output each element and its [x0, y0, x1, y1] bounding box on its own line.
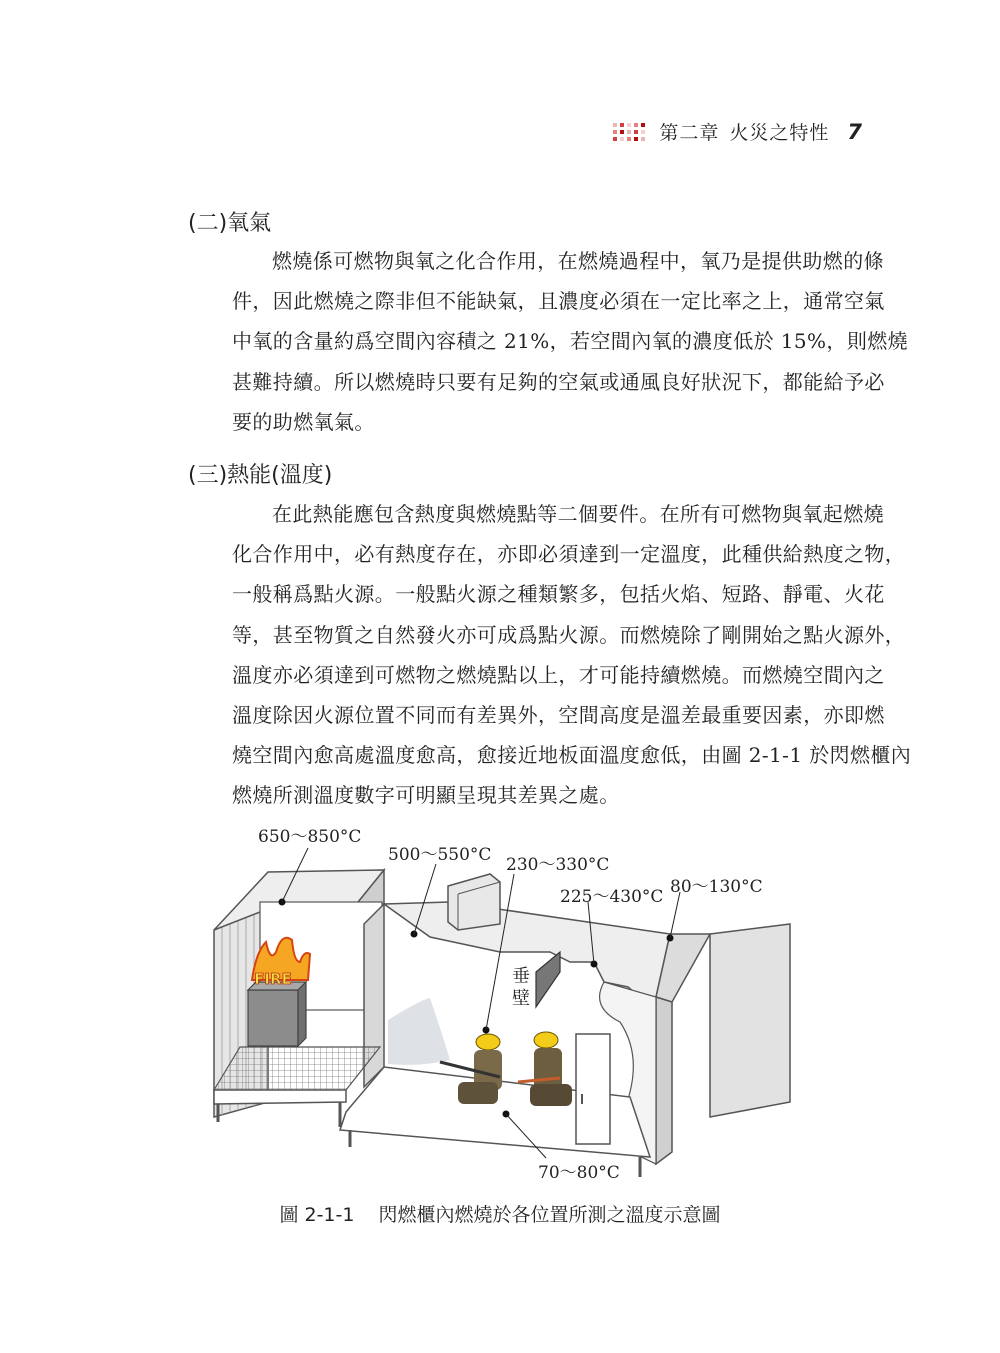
text-line: 溫度除因火源位置不同而有差異外，空間高度是溫差最重要因素，亦即燃 — [232, 703, 885, 728]
water-spray-icon — [388, 998, 450, 1065]
hanging-wall-label-1: 垂 — [512, 966, 530, 987]
temp-label-hanging-wall: 225～430°C — [560, 887, 664, 907]
dot-icon — [634, 130, 638, 134]
fire-text: FIRE — [254, 970, 292, 988]
flashover-container-figure — [200, 812, 800, 1192]
text-line: 溫度亦必須達到可燃物之燃燒點以上，才可能持續燃燒。而燃燒空間內之 — [232, 662, 885, 687]
inner-door — [576, 1034, 610, 1144]
dot-icon — [613, 123, 617, 127]
chapter-label: 第二章 — [659, 122, 720, 144]
temp-label-firefighter-head: 230～330°C — [506, 855, 610, 875]
text-line: 燃燒所測溫度數字可明顯呈現其差異之處。 — [232, 783, 620, 808]
running-header — [613, 118, 862, 145]
dot-icon — [641, 130, 645, 134]
decorative-dots-icon — [613, 123, 645, 141]
paragraph-oxygen — [232, 241, 909, 442]
temp-label-floor: 70～80°C — [538, 1163, 620, 1183]
dot-icon — [620, 123, 624, 127]
text-line: 甚難持續。所以燃燒時只要有足夠的空氣或通風良好狀況下，都能給予必 — [232, 369, 885, 394]
section-heading-heat: (三)熱能(溫度) — [188, 463, 333, 488]
dot-icon — [627, 130, 631, 134]
dot-icon — [613, 137, 617, 141]
temp-label-ceiling-mid: 500～550°C — [388, 845, 492, 865]
right-wall — [656, 997, 672, 1164]
figure-number: 圖 2-1-1 — [279, 1204, 355, 1226]
section-heading-oxygen: (二)氧氣 — [188, 211, 272, 236]
dot-icon — [620, 130, 624, 134]
dot-icon — [641, 123, 645, 127]
text-line: 一般稱爲點火源。一般點火源之種類繁多，包括火焰、短路、靜電、火花 — [232, 582, 885, 607]
text-line: 燒空間內愈高處溫度愈高，愈接近地板面溫度愈低，由圖 2-1-1 於閃燃櫃內 — [232, 743, 912, 768]
dot-icon — [613, 130, 617, 134]
temp-label-ceiling-fire: 650～850°C — [258, 827, 362, 847]
left-platform — [214, 1090, 346, 1104]
dot-icon — [634, 137, 638, 141]
text-line: 件，因此燃燒之際非但不能缺氣，且濃度必須在一定比率之上，通常空氣 — [232, 289, 885, 314]
vent-box — [448, 874, 500, 930]
temp-label-right-ceiling: 80～130°C — [670, 877, 763, 897]
text-line: 化合作用中，必有熱度存在，亦即必須達到一定溫度，此種供給熱度之物， — [232, 542, 906, 567]
text-line: 燃燒係可燃物與氧之化合作用，在燃燒過程中，氧乃是提供助燃的條 — [272, 249, 884, 273]
text-line: 在此熱能應包含熱度與燃燒點等二個要件。在所有可燃物與氧起燃燒 — [272, 502, 884, 526]
dot-icon — [627, 137, 631, 141]
dot-icon — [634, 123, 638, 127]
dot-icon — [627, 123, 631, 127]
figure-caption — [0, 1200, 1000, 1227]
text-line: 中氧的含量約爲空間內容積之 21%，若空間內氧的濃度低於 15%，則燃燒 — [232, 329, 909, 354]
grid-floor — [214, 1047, 380, 1090]
page-number: 7 — [847, 119, 862, 144]
dot-icon — [620, 137, 624, 141]
hanging-wall — [536, 952, 560, 1007]
hanging-wall-label-2: 壁 — [512, 988, 530, 1009]
dot-icon — [641, 137, 645, 141]
text-line: 等，甚至物質之自然發火亦可成爲點火源。而燃燒除了剛開始之點火源外， — [232, 622, 906, 647]
chapter-title: 火災之特性 — [729, 122, 830, 144]
text-line: 要的助燃氧氣。 — [232, 409, 375, 434]
figure-caption-text: 閃燃櫃內燃燒於各位置所測之溫度示意圖 — [378, 1204, 721, 1226]
right-door-panel — [710, 924, 790, 1117]
paragraph-heat — [232, 494, 912, 816]
